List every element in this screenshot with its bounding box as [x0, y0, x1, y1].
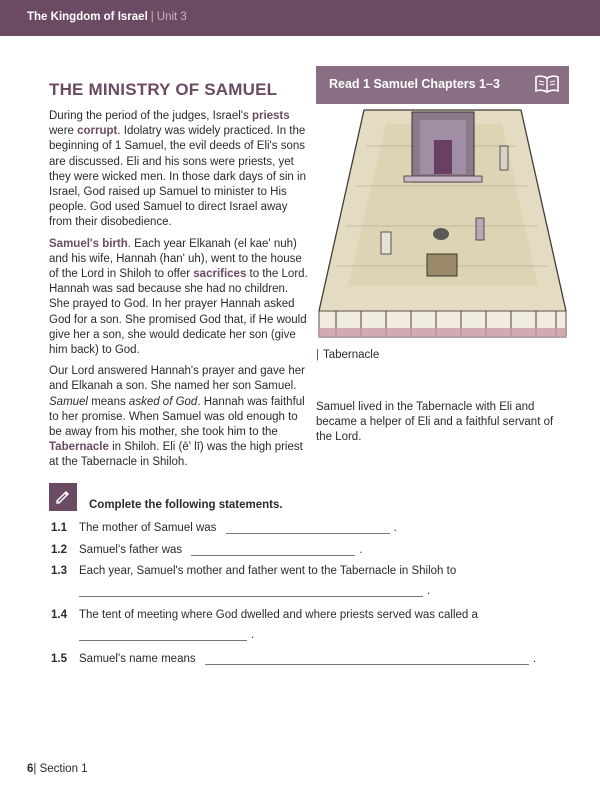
text-run: . Hannah was faithful to her promise. When Samuel was old enough to be away from his mother, she took him to the	[49, 395, 305, 439]
text-run: in Shiloh. Eli (ē' lī) was the high priest at the Tabernacle in Shiloh.	[49, 441, 303, 469]
question-1-3-continuation	[79, 584, 430, 597]
question-number: 1.4	[51, 609, 67, 621]
question-1-2	[51, 543, 363, 556]
tabernacle-illustration	[316, 106, 569, 344]
text-run: to the Lord. Hannah was sad because she had no children. She prayed to God. In her prayer Hannah asked God for a son. She promised God that, if He would give her a son, she would dedicate her son (give him back) to God.	[49, 268, 308, 357]
keyword-sacrifices: sacrifices	[193, 268, 247, 281]
text-run: Our Lord answered Hannah's prayer and gave her and Elkanah a son. She named her son Samuel.	[49, 365, 305, 393]
answer-blank-1-5[interactable]	[205, 652, 529, 665]
question-1-5	[51, 652, 536, 665]
answer-blank-1-1[interactable]	[226, 521, 390, 534]
question-end: .	[359, 544, 363, 556]
paragraph-samuels-birth	[49, 237, 311, 359]
keyword-priests: priests	[251, 110, 290, 122]
question-1-4-continuation	[79, 628, 254, 641]
question-number: 1.2	[51, 544, 67, 556]
text-run: During the period of the judges, Israel's	[49, 110, 252, 122]
answer-blank-1-4[interactable]	[79, 628, 247, 641]
caption-bar: |	[316, 349, 319, 361]
question-end: .	[532, 653, 537, 665]
open-book-icon	[534, 72, 560, 96]
exercise-badge	[49, 483, 77, 511]
text-run: . Idolatry was widely practiced. In the beginning of 1 Samuel, the evil deeds of Eli's sons are discussed. Eli and his sons were priests, yet they were wicked men. In those dark days of sin in Israel, God raised up Samuel to minister to His people. God used Samuel to direct Israel away from their disobedience.	[49, 125, 306, 229]
pencil-icon	[53, 487, 73, 507]
page-number: 6	[27, 763, 34, 775]
caption-text: Tabernacle	[323, 349, 380, 361]
top-banner	[0, 0, 600, 36]
question-1-1	[51, 521, 397, 534]
question-text: Samuel's name means	[79, 653, 196, 665]
running-header	[27, 11, 187, 23]
question-end: .	[393, 522, 397, 534]
keyword-corrupt: corrupt	[77, 125, 118, 138]
illustration-caption	[316, 349, 379, 361]
reading-assignment-title: Read 1 Samuel Chapters 1–3	[329, 77, 500, 91]
lesson-column	[49, 80, 311, 477]
sidebar-paragraph: Samuel lived in the Tabernacle with Eli and became a helper of Eli and a faithful servant of the Lord.	[316, 401, 554, 444]
italic-samuel: Samuel	[49, 395, 88, 408]
unit-label: Unit 3	[156, 11, 187, 23]
question-1-4	[51, 609, 478, 621]
question-number: 1.3	[51, 565, 67, 577]
exercise-instructions: Complete the following statements.	[89, 499, 283, 511]
text-run: were	[49, 125, 78, 138]
text-run: means	[88, 395, 129, 408]
italic-asked-of-god: asked of God	[128, 395, 198, 408]
question-text: The tent of meeting where God dwelled and where priests served was called a	[79, 609, 478, 621]
header-separator: |	[150, 11, 154, 23]
reading-assignment-banner	[316, 66, 569, 104]
page-footer	[27, 763, 88, 775]
answer-blank-1-2[interactable]	[191, 543, 355, 556]
question-text: The mother of Samuel was	[79, 522, 217, 534]
section-label: Section 1	[39, 763, 88, 775]
footer-separator: |	[33, 763, 37, 775]
lesson-heading: THE MINISTRY OF SAMUEL	[49, 80, 278, 99]
keyword-tabernacle: Tabernacle	[49, 441, 109, 454]
question-number: 1.1	[51, 522, 67, 534]
question-end: .	[427, 585, 431, 597]
paragraph-answered-prayer	[49, 364, 311, 470]
text-run: . Each year Elkanah (el kae' nuh) and his wife, Hannah (han' uh), went to the house of the Lord in Shiloh to offer	[49, 237, 302, 281]
question-number: 1.5	[51, 653, 67, 665]
answer-blank-1-3[interactable]	[79, 584, 423, 597]
question-text: Samuel's father was	[79, 544, 183, 556]
question-end: .	[251, 629, 255, 641]
paragraph-judges	[49, 109, 311, 231]
question-text: Each year, Samuel's mother and father went to the Tabernacle in Shiloh to	[79, 565, 457, 577]
book-title: The Kingdom of Israel	[27, 11, 148, 23]
subheading-samuels-birth: Samuel's birth	[49, 237, 128, 250]
question-1-3	[51, 565, 456, 577]
